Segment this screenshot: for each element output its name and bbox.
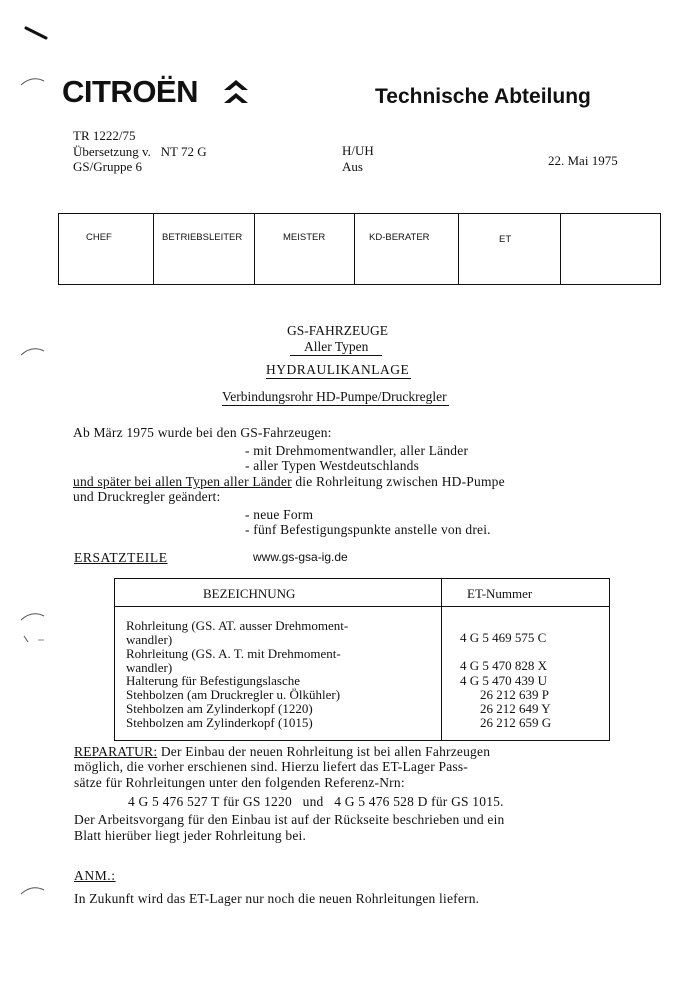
subject-title: Verbindungsrohr HD-Pumpe/Druckregler [222,389,447,404]
types-title: Aller Typen [290,339,382,356]
routing-label-et: ET [499,234,512,245]
repair-line-5: Blatt hierüber liegt jeder Rohrleitung bei. [74,828,307,843]
system-title: HYDRAULIKANLAGE [266,362,410,377]
routing-label-betriebsleiter: BETRIEBSLEITER [162,232,243,243]
department-title: Technische Abteilung [375,85,591,108]
intro-bullet-4: - fünf Befestigungspunkte anstelle von drei. [245,522,491,537]
routing-cell-meister [255,214,355,284]
scan-mark-top [22,24,52,44]
table-row-name: Stehbolzen (am Druckregler u. Ölkühler) [126,687,341,702]
intro-bullet-3: - neue Form [245,507,314,522]
table-row-number: 26 212 639 P [480,687,549,702]
repair-line-4: Der Arbeitsvorgang für den Einbau ist auf der Rückseite beschrieben und ein [74,812,505,827]
group-reference: GS/Gruppe 6 [73,159,142,174]
table-row-number: 4 G 5 470 439 U [460,673,548,688]
table-row-name: Halterung für Befestigungslasche [126,673,301,688]
routing-cell-et [459,214,561,284]
author-dept: Aus [342,158,363,174]
table-row-name-cont: wandler) [126,660,173,675]
parts-table-header [115,579,609,607]
brand-logo: CITROËN [62,74,198,109]
intro-bullet-1: - mit Drehmomentwandler, aller Länder [245,443,469,458]
table-row-name: Rohrleitung (GS. AT. ausser Drehmoment- [126,618,349,633]
author-initials: H/UH [342,143,374,158]
vehicle-title: GS-FAHRZEUGE [287,323,388,338]
routing-box [58,213,661,285]
routing-cell-chef [59,214,154,284]
routing-label-meister: MEISTER [283,232,326,243]
punch-hole-mark-1 [18,75,48,89]
routing-cell-empty [561,214,660,284]
table-row-number: 4 G 5 469 575 C [460,630,547,645]
column-header-name: BEZEICHNUNG [203,586,296,601]
reference-block [73,128,207,175]
repair-line-2: möglich, die vorher erschienen sind. Hierzu liefert das ET-Lager Pass- [74,759,468,774]
intro-change-rest: die Rohrleitung zwischen HD-Pumpe [291,474,505,489]
repair-text-1: Der Einbau der neuen Rohrleitung ist bei allen Fahrzeugen [157,744,491,759]
punch-hole-mark-3 [18,610,48,650]
routing-label-kd-berater: KD-BERATER [369,232,430,243]
repair-line-1 [74,744,490,760]
double-chevron-logo-icon [222,76,250,106]
document-date: 22. Mai 1975 [548,153,618,168]
column-header-number: ET-Nummer [467,586,533,601]
intro-change-line [73,474,505,490]
intro-emphasis: und später bei allen Typen aller Länder [73,474,292,489]
intro-changed-line: und Druckregler geändert: [73,489,221,504]
punch-hole-mark-2 [18,345,48,359]
punch-hole-mark-4 [18,884,48,898]
spares-heading: ERSATZTEILE [74,550,168,565]
table-row-number: 4 G 5 470 828 X [460,658,548,673]
table-row-number: 26 212 649 Y [480,701,551,716]
intro-line: Ab März 1975 wurde bei den GS-Fahrzeugen: [73,425,332,440]
intro-bullet-2: - aller Typen Westdeutschlands [245,458,420,473]
table-row-name: Stehbolzen am Zylinderkopf (1220) [126,701,313,716]
table-row-name: Rohrleitung (GS. A. T. mit Drehmoment- [126,646,341,661]
note-text: In Zukunft wird das ET-Lager nur noch die neuen Rohrleitungen liefern. [74,891,480,906]
note-heading: ANM.: [74,868,116,883]
author-block [342,143,374,174]
table-row-number: 26 212 659 G [480,715,552,730]
routing-cell-kd-berater [355,214,459,284]
table-row-name: Stehbolzen am Zylinderkopf (1015) [126,715,313,730]
routing-label-chef: CHEF [86,232,112,243]
website-link[interactable]: www.gs-gsa-ig.de [253,550,348,564]
parts-table-divider [441,579,442,740]
reference-number: TR 1222/75 [73,128,136,143]
routing-cell-betriebsleiter [154,214,255,284]
translation-reference: Übersetzung v. NT 72 G [73,143,207,159]
parts-table [114,578,610,741]
repair-reference-numbers: 4 G 5 476 527 T für GS 1220 und 4 G 5 476 528 D für GS 1015. [128,794,504,809]
repair-heading: REPARATUR: [74,744,158,759]
table-row-name-cont: wandler) [126,632,173,647]
repair-line-3: sätze für Rohrleitungen unter den folgenden Referenz-Nrn: [74,775,405,790]
